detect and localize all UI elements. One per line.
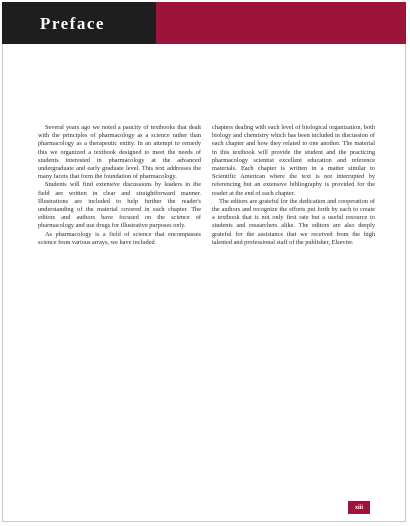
paragraph: The editors are grateful for the dedication and cooperation of the authors and recognize the efforts put forth by each to create a textbook that is not only first rate but a useful resource to students and researchers alike. The editors are also deeply grateful for the assistance that we received from the high talented and professional staff of the publisher, Elsevier.: [212, 197, 375, 246]
body-text: [38, 124, 375, 247]
paragraph: chapters dealing with each level of biological organization, both biology and chemistry which has been included in discussion of each chapter and how they related to one another. The material in this textbook will provide the student and the practicing pharmacology scientist excellent education and reference materials. Each chapter is written in a matter similar to Scientific American where the text is not interrupted by referencing but an extensive bibliography is provided for the reader at the end of each chapter.: [212, 124, 375, 197]
chapter-header: [2, 2, 406, 44]
right-column: [212, 124, 375, 247]
paragraph: Several years ago we noted a paucity of textbooks that dealt with the principles of pharmacology as a science rather than pharmacology as a therapeutic entity. In an attempt to remedy this we organized a textbook designed to meet the needs of students interested in pharmacology at the advanced undergraduate and early graduate level. This text addresses the many facets that form the foundation of pharmacology.: [38, 124, 201, 181]
page-number: xiii: [348, 501, 370, 514]
page-border: [2, 2, 406, 522]
page-title: Preface: [40, 14, 105, 33]
left-column: [38, 124, 201, 247]
header-accent-bar: [156, 2, 406, 44]
paragraph: Students will find extensive discussions by leaders in the field are written in clear and straightforward manner. Illustrations are included to help further the reader's understanding of the material covered in each chapter. The editors and authors have focused on the science of pharmacology and use drugs for illustrative purposes only.: [38, 181, 201, 230]
header-title-block: [2, 2, 156, 44]
paragraph: As pharmacology is a field of science that encompasses science from various arrays, we have included: [38, 230, 201, 246]
